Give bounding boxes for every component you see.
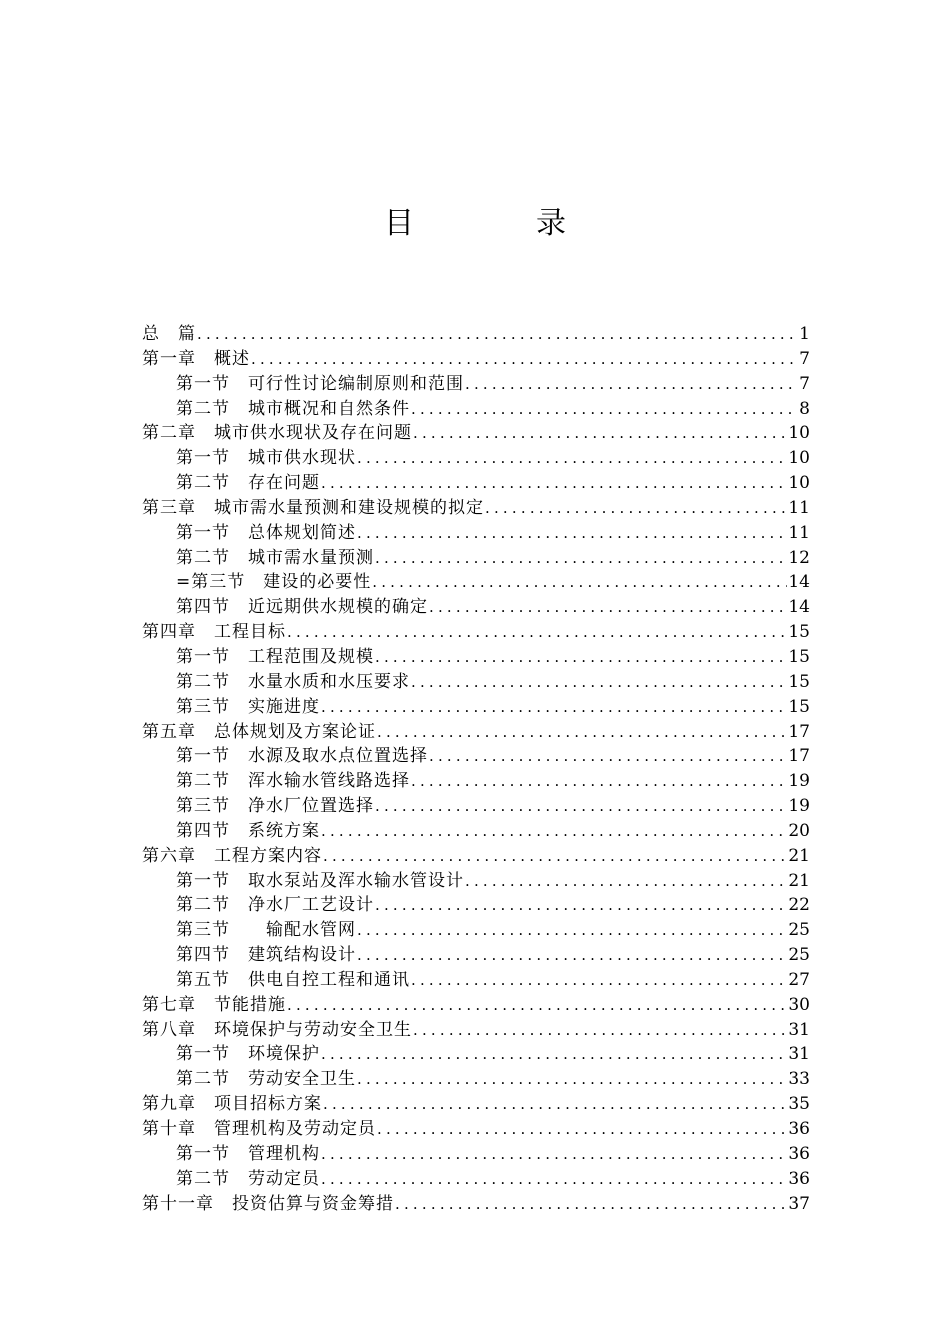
toc-dot-leader: [377, 720, 787, 745]
toc-section-entry[interactable]: [142, 446, 810, 471]
toc-page-number: 36: [788, 1143, 810, 1164]
toc-page-number: 11: [788, 497, 810, 518]
toc-page-number: 17: [788, 721, 810, 742]
toc-entry-label: 第一节 可行性讨论编制原则和范围: [176, 373, 464, 394]
toc-page-number: 33: [788, 1069, 810, 1090]
toc-section-entry[interactable]: [142, 372, 810, 397]
toc-page-number: 35: [788, 1094, 810, 1115]
toc-entry-label: 第二节 劳动定员: [176, 1168, 320, 1189]
toc-section-entry[interactable]: [142, 570, 810, 595]
toc-entry-label: 第四节 建筑结构设计: [176, 945, 356, 966]
toc-section-entry[interactable]: [142, 1042, 810, 1067]
toc-entry-label: 第一节 环境保护: [176, 1044, 320, 1065]
toc-section-entry[interactable]: [142, 695, 810, 720]
toc-dot-leader: [375, 794, 787, 819]
toc-dot-leader: [357, 918, 787, 943]
toc-entry-label: 第二节 劳动安全卫生: [176, 1069, 356, 1090]
toc-dot-leader: [411, 968, 787, 993]
toc-entry-label: =第三节 建设的必要性: [176, 572, 372, 593]
toc-dot-leader: [357, 521, 787, 546]
table-of-contents: [142, 322, 810, 1216]
toc-section-entry[interactable]: [142, 968, 810, 993]
toc-dot-leader: [321, 1167, 787, 1192]
toc-page-number: 10: [788, 423, 810, 444]
toc-page-number: 36: [788, 1119, 810, 1139]
toc-dot-leader: [395, 1192, 787, 1217]
toc-section-entry[interactable]: [142, 794, 810, 819]
toc-chapter-entry[interactable]: [142, 844, 810, 869]
toc-entry-label: 第九章 项目招标方案: [142, 1094, 322, 1115]
toc-page-number: 15: [788, 646, 810, 667]
toc-chapter-entry[interactable]: [142, 620, 810, 645]
toc-entry-label: 第一节 取水泵站及浑水输水管设计: [176, 870, 464, 891]
toc-section-entry[interactable]: [142, 744, 810, 769]
toc-dot-leader: [375, 893, 787, 918]
toc-section-entry[interactable]: [142, 595, 810, 620]
toc-section-entry[interactable]: [142, 893, 810, 918]
toc-chapter-entry[interactable]: [142, 1117, 810, 1142]
toc-page-number: 1: [799, 324, 810, 344]
toc-section-entry[interactable]: [142, 1167, 810, 1192]
toc-entry-label: 第三节 实施进度: [176, 696, 320, 717]
toc-entry-label: 第一节 城市供水现状: [176, 448, 356, 469]
toc-page-number: 22: [788, 895, 810, 916]
toc-page-number: 27: [788, 969, 810, 990]
toc-page-number: 15: [788, 622, 810, 643]
toc-page-number: 21: [788, 845, 810, 866]
toc-page-number: 7: [799, 373, 810, 394]
toc-page-number: 12: [788, 547, 810, 568]
toc-section-entry[interactable]: [142, 471, 810, 496]
toc-dot-leader: [323, 844, 787, 869]
toc-dot-leader: [357, 446, 787, 471]
toc-section-entry[interactable]: [142, 869, 810, 894]
toc-dot-leader: [321, 1042, 787, 1067]
toc-page-number: 21: [788, 870, 810, 891]
toc-entry-label: 第一节 管理机构: [176, 1143, 320, 1164]
toc-entry-label: 第七章 节能措施: [142, 994, 286, 1015]
toc-entry-label: 第五节 供电自控工程和通讯: [176, 969, 410, 990]
toc-entry-label: 第五章 总体规划及方案论证: [142, 721, 376, 742]
toc-dot-leader: [411, 397, 797, 422]
toc-section-entry[interactable]: [142, 546, 810, 571]
toc-section-entry[interactable]: [142, 397, 810, 422]
toc-entry-label: 第四节 系统方案: [176, 820, 320, 841]
toc-page-number: 17: [788, 746, 810, 767]
toc-dot-leader: [321, 819, 787, 844]
toc-page-number: 10: [788, 448, 810, 469]
toc-entry-label: 第三章 城市需水量预测和建设规模的拟定: [142, 497, 484, 518]
toc-entry-label: 第三节 净水厂位置选择: [176, 796, 374, 817]
toc-entry-label: 第四章 工程目标: [142, 622, 286, 643]
toc-chapter-entry[interactable]: [142, 993, 810, 1018]
toc-page-number: 37: [788, 1193, 810, 1214]
toc-chapter-entry[interactable]: [142, 1018, 810, 1043]
toc-section-entry[interactable]: [142, 819, 810, 844]
toc-dot-leader: [321, 695, 787, 720]
toc-entry-label: 第二节 城市概况和自然条件: [176, 398, 410, 419]
toc-dot-leader: [429, 595, 787, 620]
toc-section-entry[interactable]: [142, 645, 810, 670]
toc-page-number: 14: [788, 597, 810, 618]
toc-dot-leader: [413, 421, 787, 446]
toc-dot-leader: [411, 769, 787, 794]
toc-dot-leader: [429, 744, 787, 769]
toc-dot-leader: [465, 372, 797, 397]
toc-dot-leader: [375, 546, 787, 571]
toc-page-number: 11: [788, 522, 810, 543]
toc-dot-leader: [321, 471, 787, 496]
toc-dot-leader: [287, 993, 787, 1018]
toc-entry-label: 第二章 城市供水现状及存在问题: [142, 423, 412, 444]
toc-page-number: 14: [788, 572, 810, 593]
toc-entry-label: 第六章 工程方案内容: [142, 845, 322, 866]
toc-page-number: 15: [788, 696, 810, 717]
toc-section-entry[interactable]: [142, 521, 810, 546]
toc-page-number: 30: [788, 994, 810, 1015]
toc-dot-leader: [321, 1142, 787, 1167]
toc-page-number: 20: [788, 820, 810, 841]
toc-entry-label: 第一节 总体规划简述: [176, 522, 356, 543]
toc-page-number: 15: [788, 671, 810, 692]
toc-dot-leader: [375, 645, 787, 670]
toc-dot-leader: [197, 322, 797, 347]
toc-page-number: 31: [788, 1019, 810, 1040]
toc-section-entry[interactable]: [142, 670, 810, 695]
toc-entry-label: 第十章 管理机构及劳动定员: [142, 1119, 376, 1139]
toc-chapter-entry[interactable]: [142, 347, 810, 372]
toc-page-number: 10: [788, 473, 810, 494]
toc-entry-label: 第一节 水源及取水点位置选择: [176, 746, 428, 767]
toc-dot-leader: [357, 943, 787, 968]
toc-section-entry[interactable]: [142, 943, 810, 968]
toc-entry-label: 第四节 近远期供水规模的确定: [176, 597, 428, 618]
toc-chapter-entry[interactable]: [142, 322, 810, 347]
toc-entry-label: 第八章 环境保护与劳动安全卫生: [142, 1019, 412, 1040]
toc-page-number: 36: [788, 1168, 810, 1189]
toc-page-number: 25: [788, 920, 810, 941]
toc-dot-leader: [357, 1067, 787, 1092]
toc-dot-leader: [377, 1117, 787, 1142]
toc-entry-label: 第二节 浑水输水管线路选择: [176, 771, 410, 792]
toc-page-number: 8: [799, 398, 810, 419]
toc-page-number: 19: [788, 796, 810, 817]
toc-entry-label: 第二节 水量水质和水压要求: [176, 671, 410, 692]
toc-chapter-entry[interactable]: [142, 720, 810, 745]
toc-chapter-entry[interactable]: [142, 496, 810, 521]
toc-page-number: 7: [799, 348, 810, 369]
toc-dot-leader: [287, 620, 787, 645]
toc-dot-leader: [323, 1092, 787, 1117]
toc-entry-label: 总 篇: [142, 324, 196, 344]
toc-dot-leader: [372, 570, 787, 595]
toc-chapter-entry[interactable]: [142, 1192, 810, 1217]
toc-page-number: 31: [788, 1044, 810, 1065]
toc-dot-leader: [251, 347, 797, 372]
toc-chapter-entry[interactable]: [142, 1092, 810, 1117]
toc-entry-label: 第一章 概述: [142, 348, 250, 369]
toc-dot-leader: [413, 1018, 787, 1043]
toc-chapter-entry[interactable]: [142, 421, 810, 446]
toc-entry-label: 第二节 存在问题: [176, 473, 320, 494]
toc-section-entry[interactable]: [142, 918, 810, 943]
toc-entry-label: 第二节 城市需水量预测: [176, 547, 374, 568]
toc-page-number: 19: [788, 771, 810, 792]
toc-entry-label: 第三节 输配水管网: [176, 920, 356, 941]
toc-entry-label: 第二节 净水厂工艺设计: [176, 895, 374, 916]
toc-page-number: 25: [788, 945, 810, 966]
toc-dot-leader: [411, 670, 787, 695]
toc-section-entry[interactable]: [142, 1142, 810, 1167]
toc-dot-leader: [485, 496, 787, 521]
page-title: 目 录: [384, 206, 612, 241]
toc-entry-label: 第一节 工程范围及规模: [176, 646, 374, 667]
toc-entry-label: 第十一章 投资估算与资金筹措: [142, 1193, 394, 1214]
toc-dot-leader: [465, 869, 787, 894]
toc-section-entry[interactable]: [142, 1067, 810, 1092]
toc-section-entry[interactable]: [142, 769, 810, 794]
